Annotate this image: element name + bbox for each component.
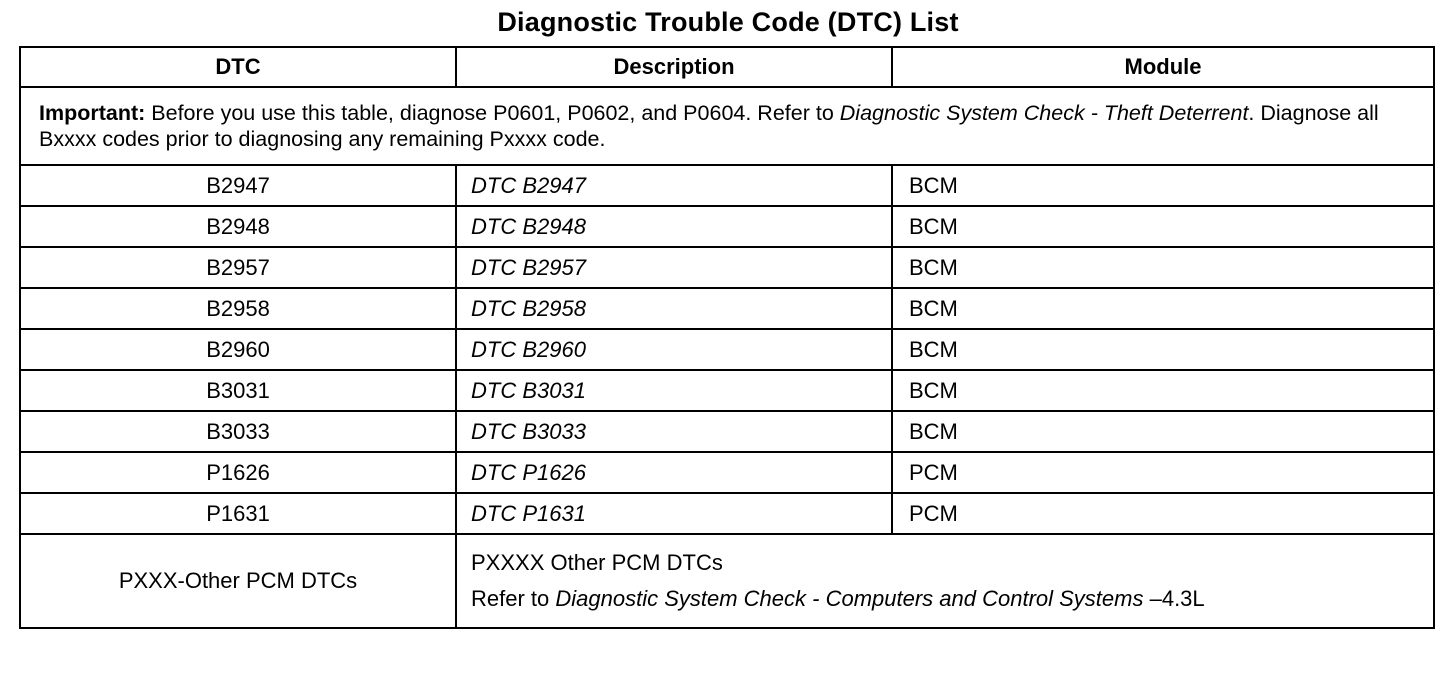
dtc-module-cell: BCM xyxy=(892,411,1434,452)
dtc-module-cell: BCM xyxy=(892,288,1434,329)
dtc-module-cell: PCM xyxy=(892,493,1434,534)
table-row xyxy=(20,411,1434,452)
dtc-description-cell: DTC B2957 xyxy=(456,247,892,288)
dtc-module-cell: BCM xyxy=(892,247,1434,288)
dtc-description-cell: DTC B2960 xyxy=(456,329,892,370)
column-header-dtc: DTC xyxy=(20,47,456,87)
computers-control-systems-reference: Diagnostic System Check - Computers and Control Systems xyxy=(555,586,1144,611)
dtc-description-cell: DTC B3033 xyxy=(456,411,892,452)
table-row xyxy=(20,329,1434,370)
table-row xyxy=(20,493,1434,534)
theft-deterrent-reference: Diagnostic System Check - Theft Deterrent xyxy=(839,101,1249,125)
important-text-part1: Before you use this table, diagnose P0601, P0602, and P0604. Refer to xyxy=(145,101,840,125)
table-row xyxy=(20,206,1434,247)
dtc-description-cell: DTC P1631 xyxy=(456,493,892,534)
refer-suffix: –4.3L xyxy=(1143,586,1205,611)
column-header-module: Module xyxy=(892,47,1434,87)
important-text-part2: . Diagnose all Bxxxx codes prior to diagnosing any remaining Pxxxx code. xyxy=(39,101,1379,151)
refer-prefix: Refer to xyxy=(471,586,556,611)
dtc-module-cell: BCM xyxy=(892,370,1434,411)
dtc-module-cell: BCM xyxy=(892,329,1434,370)
dtc-code-cell: B2947 xyxy=(20,165,456,206)
dtc-code-cell: B2958 xyxy=(20,288,456,329)
important-label: Important: xyxy=(39,101,146,125)
table-header-row xyxy=(20,47,1434,87)
dtc-description-cell: DTC B2947 xyxy=(456,165,892,206)
dtc-description-cell: DTC B2958 xyxy=(456,288,892,329)
dtc-module-cell: BCM xyxy=(892,206,1434,247)
table-row xyxy=(20,452,1434,493)
other-pcm-dtcs-refer xyxy=(471,581,1433,617)
dtc-description-cell: DTC B3031 xyxy=(456,370,892,411)
table-row xyxy=(20,288,1434,329)
dtc-code-cell: B2948 xyxy=(20,206,456,247)
other-pcm-dtcs-description-cell xyxy=(456,534,1434,628)
page-title: Diagnostic Trouble Code (DTC) List xyxy=(497,7,959,37)
table-row xyxy=(20,370,1434,411)
dtc-code-cell: B2957 xyxy=(20,247,456,288)
other-pcm-dtcs-row xyxy=(20,534,1434,628)
dtc-code-cell: B2960 xyxy=(20,329,456,370)
dtc-code-cell: B3031 xyxy=(20,370,456,411)
column-header-description: Description xyxy=(456,47,892,87)
table-row xyxy=(20,165,1434,206)
other-pcm-dtcs-title: PXXXX Other PCM DTCs xyxy=(471,550,723,575)
dtc-module-cell: PCM xyxy=(892,452,1434,493)
other-pcm-dtcs-code-cell: PXXX-Other PCM DTCs xyxy=(20,534,456,628)
dtc-code-cell: P1626 xyxy=(20,452,456,493)
dtc-code-cell: B3033 xyxy=(20,411,456,452)
table-row xyxy=(20,247,1434,288)
dtc-code-cell: P1631 xyxy=(20,493,456,534)
dtc-table xyxy=(19,46,1435,629)
dtc-description-cell: DTC P1626 xyxy=(456,452,892,493)
dtc-description-cell: DTC B2948 xyxy=(456,206,892,247)
important-note xyxy=(20,87,1434,165)
important-note-row xyxy=(20,87,1434,165)
dtc-module-cell: BCM xyxy=(892,165,1434,206)
